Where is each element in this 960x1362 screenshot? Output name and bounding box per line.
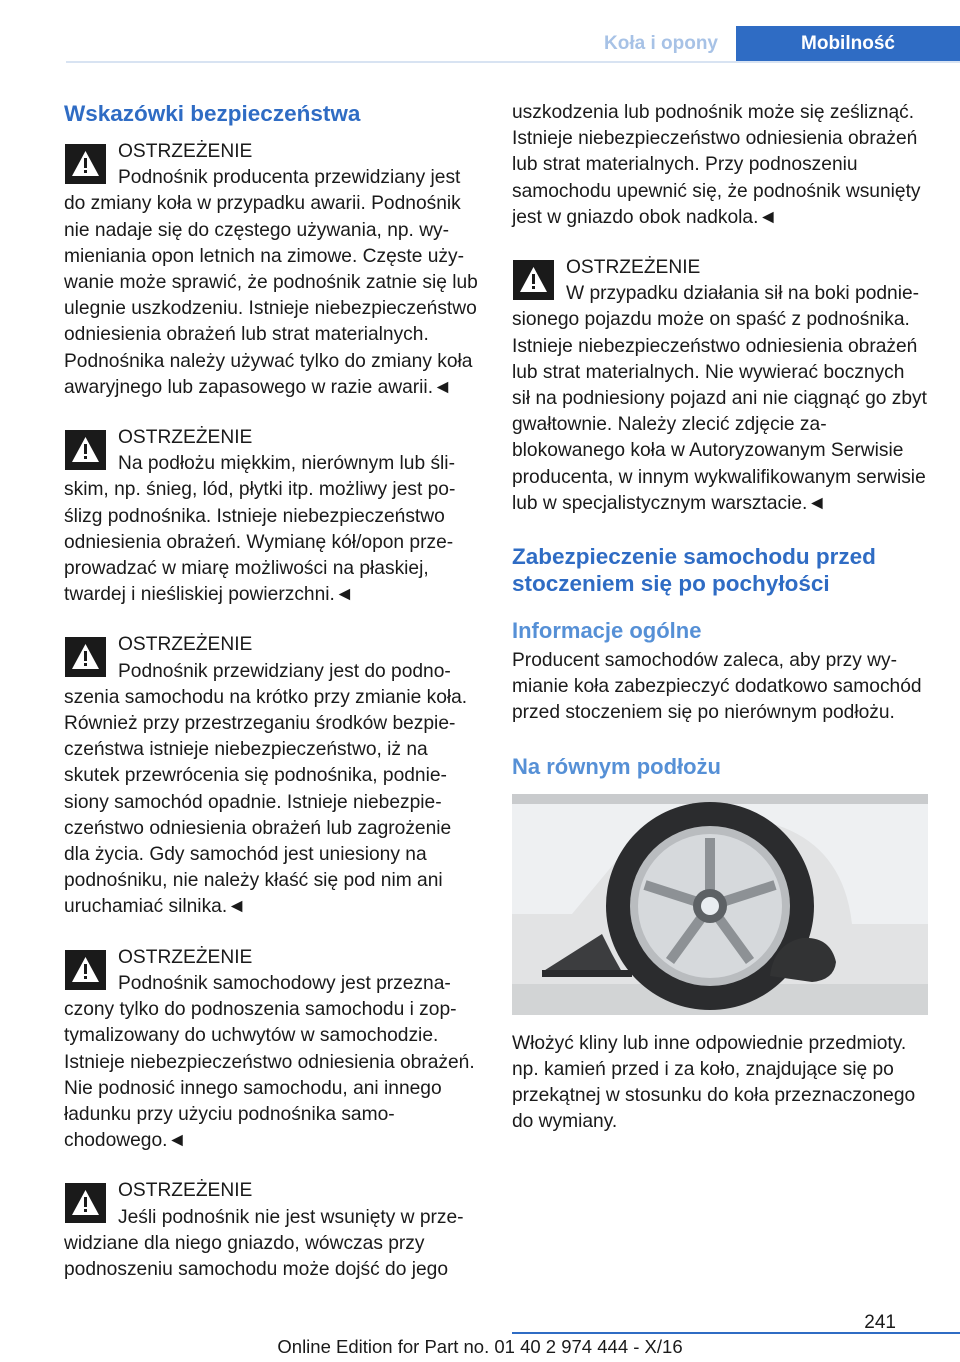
warning-title: OSTRZEŻENIE: [118, 634, 253, 656]
warning-body: widziane dla niego gniazdo, wówczas przy podnoszeniu samochodu może dojść do jego: [64, 1232, 449, 1280]
page-header: [0, 0, 960, 62]
warning-body: czony tylko do podnoszenia samochodu i zoptymalizowany do uchwytów w samochodzie. Istnieje niebezpieczeństwo odniesienia obrażeń. Nie podnosić innego samochodu, ani innego ładunku przy użyciu podnośnika samochodowego.◄: [64, 999, 475, 1152]
warning-first-line: W przypadku działania sił na boki podnie-: [566, 283, 920, 305]
section-heading-rollaway: Zabezpieczenie samochodu przed stoczeniem się po pochyłości: [512, 544, 876, 597]
wheel-chock-illustration: [512, 794, 928, 1015]
level-ground-paragraph: Włożyć kliny lub inne odpowiednie przedmioty. np. kamień przed i za koło, znajdujące się po przekątnej w stosunku do koła przeznaczonego do wymiany.: [512, 1032, 916, 1133]
edition-footer: Online Edition for Part no. 01 40 2 974 444 - X/16: [277, 1336, 683, 1357]
header-chapter-tab[interactable]: Mobilność: [736, 26, 960, 62]
general-paragraph: Producent samochodów zaleca, aby przy wymianie koła zabezpieczyć dodatkowo samochód przed stoczeniem się po nierównym podłożu.: [512, 650, 922, 724]
warning-body: sionego pojazdu może on spaść z podnośnika. Istnieje niebezpieczeństwo odniesienia obrażeń lub strat materialnych. Nie wywierać bocznych sił na podniesiony pojazd ani nie ciągnąć go zbyt gwałtownie. Należy zlecić zdjęcie zablokowanego koła w Autoryzowanym Serwisie producenta, w innym wykwalifikowanym serwisie lub w specjalistycznym warsztacie.◄: [512, 309, 927, 514]
header-divider: [66, 61, 960, 63]
warning-triangle-icon: [65, 1183, 106, 1223]
warning-first-line: Podnośnik producenta przewidziany jest: [118, 167, 461, 189]
warning-block: [64, 425, 479, 608]
warning-block: [512, 255, 927, 517]
warning-triangle-icon: [513, 260, 554, 300]
warning-triangle-icon: [65, 950, 106, 990]
warning-title: OSTRZEŻENIE: [566, 257, 701, 279]
warning-first-line: Podnośnik przewidziany jest do podno-: [118, 660, 451, 682]
warning-body: do zmiany koła w przypadku awarii. Podnośnik nie nadaje się do częstego używania, np. wymieniania opon letnich na zimowe. Częste używanie może sprawić, że podnośnik zatnie się lub ulegnie uszkodzeniu. Istnieje niebezpieczeństwo odniesienia obrażeń lub strat materialnych. Podnośnika należy używać tylko do zmiany koła awaryjnego lub zapasowego w razie awarii.◄: [64, 193, 478, 398]
warning-first-line: Na podłożu miękkim, nierównym lub śli-: [118, 453, 455, 475]
page-number: 241: [864, 1312, 896, 1333]
section-heading-safety: Wskazówki bezpieczeństwa: [64, 101, 361, 126]
warning-triangle-icon: [65, 637, 106, 677]
warning-first-line: Podnośnik samochodowy jest przezna-: [118, 972, 451, 994]
header-section-tab[interactable]: Koła i opony: [604, 33, 718, 54]
continued-paragraph: uszkodzenia lub podnośnik może się ześliznąć. Istnieje niebezpieczeństwo odniesienia obrażeń lub strat materialnych. Przy podnoszeniu samochodu upewnić się, że podnośnik wsunięty jest w gniazdo obok nadkola.◄: [512, 102, 921, 228]
warning-block: [64, 945, 479, 1155]
warning-block: [64, 632, 479, 920]
warning-body: skim, np. śnieg, lód, płytki itp. możliwy jest poślizg podnośnika. Istnieje niebezpieczeństwo odniesienia obrażeń. Wymianę kół/opon przeprowadzać w miarę możliwości na płaskiej, twardej i nieśliskiej powierzchni.◄: [64, 479, 456, 606]
warning-first-line: Jeśli podnośnik nie jest wsunięty w prze-: [118, 1206, 464, 1228]
subheading-level-ground: Na równym podłożu: [512, 753, 721, 779]
warning-triangle-icon: [65, 430, 106, 470]
warning-title: OSTRZEŻENIE: [118, 141, 253, 162]
warning-block: [64, 139, 479, 401]
warning-title: OSTRZEŻENIE: [118, 946, 253, 968]
subheading-general: Informacje ogólne: [512, 618, 702, 644]
warning-title: OSTRZEŻENIE: [118, 427, 253, 449]
warning-triangle-icon: [65, 144, 106, 184]
left-column: [64, 100, 479, 1283]
warning-body: szenia samochodu na krótko przy zmianie koła. Również przy przestrzeganiu środków bezpieczeństwa istnieje niebezpieczeństwo, iż na skutek przewrócenia się podnośnika, podniesiony samochód opadnie. Istnieje niebezpieczeństwo odniesienia obrażeń lub zagrożenie dla życia. Gdy samochód jest uniesiony na podnośniku, nie należy kłaść się pod nim ani uruchamiać silnika.◄: [64, 686, 468, 918]
warning-title: OSTRZEŻENIE: [118, 1180, 253, 1202]
warning-block: [64, 1178, 479, 1283]
right-column: [512, 100, 927, 1135]
